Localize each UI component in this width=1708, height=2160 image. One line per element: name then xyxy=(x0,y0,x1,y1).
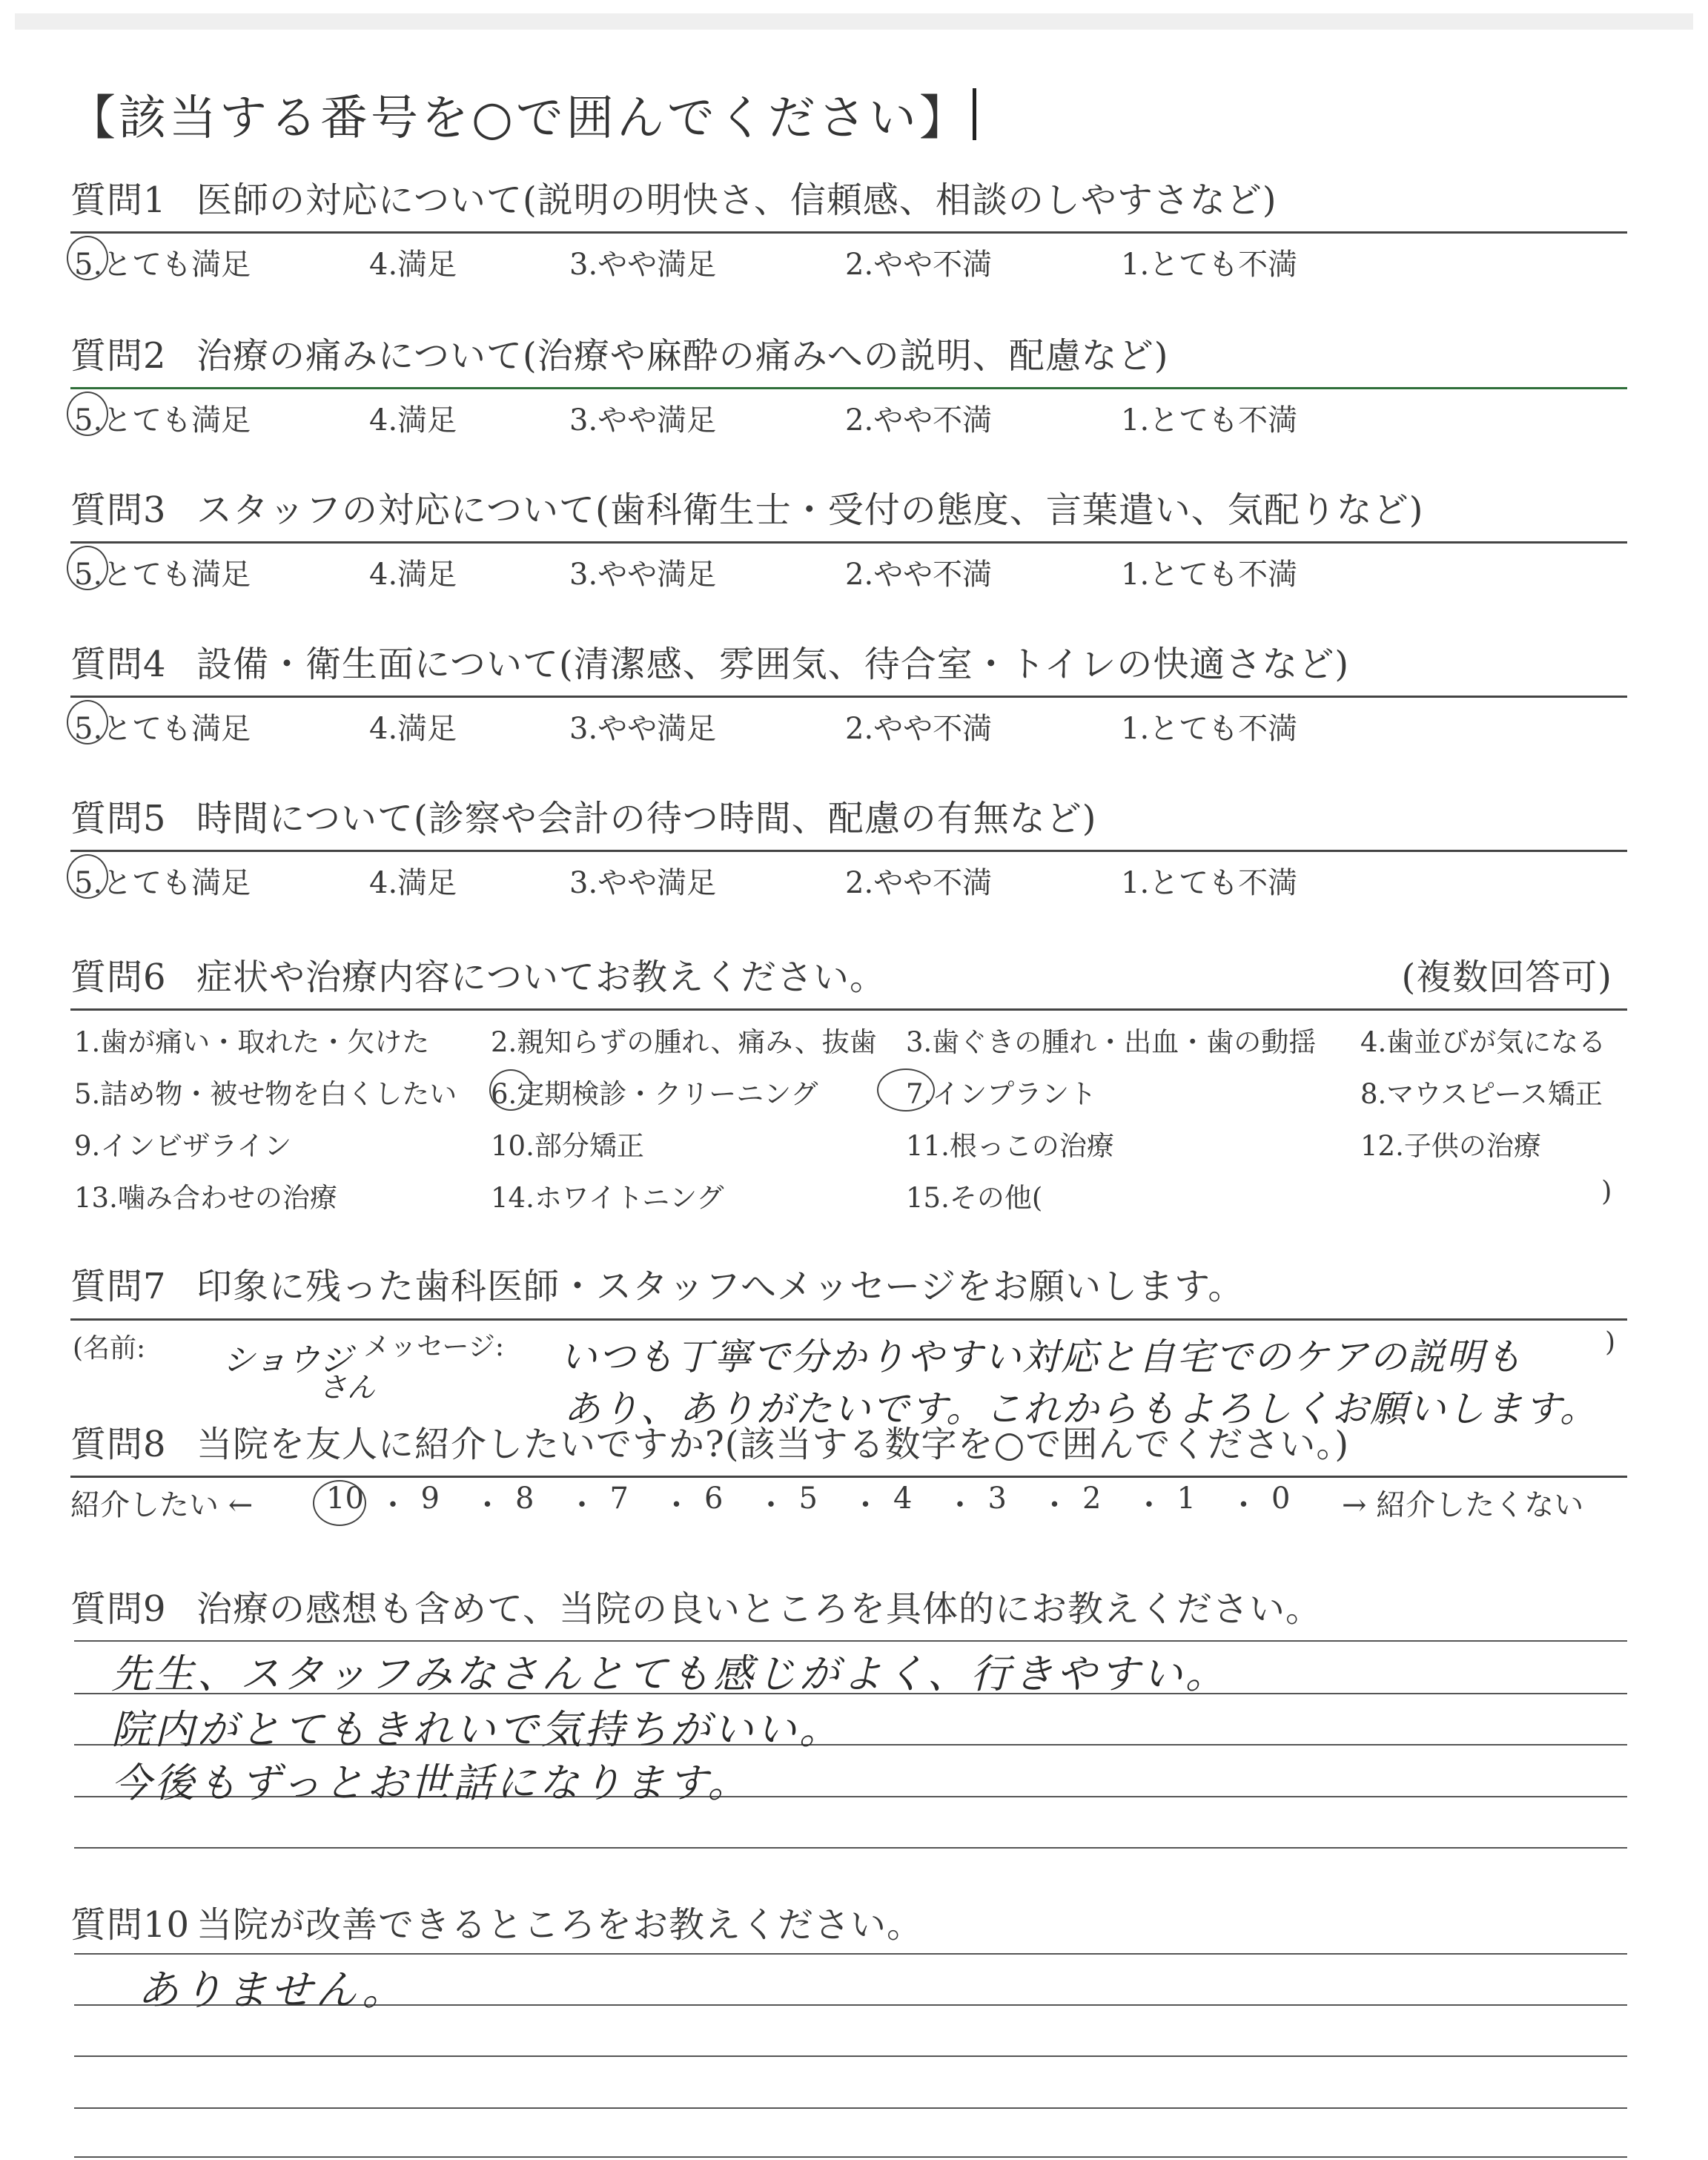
name-handwritten: ショウジ xyxy=(222,1341,353,1379)
selected-circle-1 xyxy=(67,236,108,280)
answer-line xyxy=(74,2055,1627,2057)
question-7-rule xyxy=(70,1318,1627,1321)
question-9-text: 治療の感想も含めて、当院の良いところを具体的にお教えください。 xyxy=(196,1588,1323,1630)
answer-line xyxy=(74,2107,1627,2109)
question-3-header xyxy=(70,488,1627,532)
symptom-option-8[interactable]: 8.マウスピース矯正 xyxy=(1360,1078,1603,1110)
rating-option-5[interactable]: 5.とても満足 xyxy=(74,712,251,746)
scale-dot: ・ xyxy=(661,1488,692,1522)
question-4-rule xyxy=(70,696,1627,698)
question-1-rule xyxy=(70,231,1627,234)
symptom-option-1[interactable]: 1.歯が痛い・取れた・欠けた xyxy=(74,1026,430,1058)
symptom-option-2[interactable]: 2.親知らずの腫れ、痛み、抜歯 xyxy=(491,1026,877,1058)
symptom-option-6[interactable]: 6.定期検診・クリーニング xyxy=(491,1078,818,1110)
question-6 xyxy=(70,955,1627,1000)
rating-option-4[interactable]: 4.満足 xyxy=(369,248,457,282)
question-8-text: 当院を友人に紹介したいですか?(該当する数字を○で囲んでください。) xyxy=(196,1424,1350,1465)
question-2 xyxy=(70,334,1627,378)
question-8-header xyxy=(70,1422,1627,1467)
question-10 xyxy=(70,1903,1627,1947)
rating-option-2[interactable]: 2.やや不満 xyxy=(845,403,993,437)
rating-option-3[interactable]: 3.やや満足 xyxy=(569,866,717,900)
question-6-rule xyxy=(70,1008,1627,1011)
question-1-number: 質問1 xyxy=(70,179,167,221)
question-2-text: 治療の痛みについて(治療や麻酔の痛みへの説明、配慮など) xyxy=(196,335,1169,377)
symptom-option-15[interactable]: 15.その他( xyxy=(906,1182,1043,1214)
question-5 xyxy=(70,796,1627,841)
symptom-option-3[interactable]: 3.歯ぐきの腫れ・出血・歯の動揺 xyxy=(906,1026,1317,1058)
symptom-option-14[interactable]: 14.ホワイトニング xyxy=(491,1182,724,1214)
scale-value-7[interactable]: 7 xyxy=(609,1482,629,1516)
symptom-option-12[interactable]: 12.子供の治療 xyxy=(1360,1130,1541,1162)
name-suffix-handwritten: さん xyxy=(319,1371,376,1404)
question-3-rule xyxy=(70,541,1627,544)
symptom-option-10[interactable]: 10.部分矯正 xyxy=(491,1130,644,1162)
selected-circle-10 xyxy=(313,1480,366,1526)
rating-option-2[interactable]: 2.やや不満 xyxy=(845,558,993,592)
selected-circle-4 xyxy=(67,700,108,744)
question-4-header xyxy=(70,642,1627,687)
question-4-text: 設備・衛生面について(清潔感、雰囲気、待合室・トイレの快適さなど) xyxy=(196,644,1350,685)
rating-option-5[interactable]: 5.とても満足 xyxy=(74,248,251,282)
question-1 xyxy=(70,178,1627,222)
rating-option-1[interactable]: 1.とても不満 xyxy=(1121,712,1298,746)
symptom-option-5[interactable]: 5.詰め物・被せ物を白くしたい xyxy=(74,1078,457,1110)
scale-right-label: → 紹介したくない xyxy=(1342,1488,1584,1522)
scale-value-5[interactable]: 5 xyxy=(798,1482,818,1516)
scale-value-4[interactable]: 4 xyxy=(893,1482,913,1516)
scale-value-6[interactable]: 6 xyxy=(704,1482,724,1516)
rating-option-2[interactable]: 2.やや不満 xyxy=(845,248,993,282)
rating-option-5[interactable]: 5.とても満足 xyxy=(74,403,251,437)
q9-answer-line-2: 院内がとてもきれいで気持ちがいい。 xyxy=(111,1706,842,1753)
question-6-number: 質問6 xyxy=(70,957,167,998)
scale-value-8[interactable]: 8 xyxy=(515,1482,534,1516)
message-label: メッセージ: xyxy=(363,1332,504,1362)
scale-dot: ・ xyxy=(567,1488,597,1522)
scan-top-edge xyxy=(15,13,1693,30)
rating-option-4[interactable]: 4.満足 xyxy=(369,866,457,900)
answer-line xyxy=(74,2156,1627,2158)
scale-value-10[interactable]: 10 xyxy=(326,1482,364,1516)
q9-answer-line-1: 先生、スタッフみなさんとても感じがよく、行きやすい。 xyxy=(111,1651,1228,1697)
selected-circle-3 xyxy=(67,546,108,590)
question-7-text: 印象に残った歯科医師・スタッフへメッセージをお願いします。 xyxy=(196,1266,1245,1307)
scale-dot: ・ xyxy=(756,1488,786,1522)
selected-circle-6 xyxy=(489,1069,532,1111)
selected-circle-7 xyxy=(877,1069,935,1112)
scale-dot: ・ xyxy=(472,1488,503,1522)
question-4 xyxy=(70,642,1627,687)
q9-answer-line-3: 今後もずっとお世話になります。 xyxy=(111,1760,751,1806)
rating-option-5[interactable]: 5.とても満足 xyxy=(74,558,251,592)
scale-dot: ・ xyxy=(1134,1488,1164,1522)
question-9-number: 質問9 xyxy=(70,1588,167,1630)
rating-option-3[interactable]: 3.やや満足 xyxy=(569,403,717,437)
question-5-number: 質問5 xyxy=(70,798,167,839)
name-label: (名前: xyxy=(73,1333,146,1364)
rating-option-1[interactable]: 1.とても不満 xyxy=(1121,248,1298,282)
scale-value-0[interactable]: 0 xyxy=(1271,1482,1291,1516)
question-6-text: 症状や治療内容についてお教えください。 xyxy=(196,957,887,998)
rating-option-3[interactable]: 3.やや満足 xyxy=(569,712,717,746)
scale-left-label: 紹介したい ← xyxy=(70,1488,254,1522)
question-6-header xyxy=(70,955,1627,1000)
rating-option-5[interactable]: 5.とても満足 xyxy=(74,866,251,900)
question-7-number: 質問7 xyxy=(70,1266,167,1307)
text-cursor xyxy=(973,88,976,140)
question-5-text: 時間について(診察や会計の待つ時間、配慮の有無など) xyxy=(196,798,1097,839)
symptom-option-4[interactable]: 4.歯並びが気になる xyxy=(1360,1026,1606,1058)
other-close-paren: ) xyxy=(1601,1175,1612,1207)
question-8-number: 質問8 xyxy=(70,1424,167,1465)
scale-value-9[interactable]: 9 xyxy=(420,1482,440,1516)
symptom-option-13[interactable]: 13.噛み合わせの治療 xyxy=(74,1182,337,1214)
rating-option-1[interactable]: 1.とても不満 xyxy=(1121,558,1298,592)
rating-option-2[interactable]: 2.やや不満 xyxy=(845,866,993,900)
rating-option-3[interactable]: 3.やや満足 xyxy=(569,558,717,592)
scale-dot: ・ xyxy=(1039,1488,1070,1522)
scale-value-2[interactable]: 2 xyxy=(1082,1482,1102,1516)
question-2-number: 質問2 xyxy=(70,335,167,377)
question-10-header xyxy=(70,1903,1627,1947)
scale-dot: ・ xyxy=(378,1488,408,1522)
symptom-option-7[interactable]: 7.インプラント xyxy=(906,1078,1097,1110)
question-3 xyxy=(70,488,1627,532)
selected-circle-5 xyxy=(67,854,108,899)
message-handwritten-line-1: いつも丁寧で分かりやすい対応と自宅でのケアの説明も xyxy=(560,1335,1523,1378)
scale-value-1[interactable]: 1 xyxy=(1176,1482,1196,1516)
scale-dot: ・ xyxy=(850,1488,881,1522)
question-1-header xyxy=(70,178,1627,222)
question-7-header xyxy=(70,1264,1627,1309)
question-3-text: スタッフの対応について(歯科衛生士・受付の態度、言葉遣い、気配りなど) xyxy=(196,489,1424,531)
symptom-option-11[interactable]: 11.根っこの治療 xyxy=(906,1130,1114,1162)
question-9-header xyxy=(70,1587,1627,1631)
q10-answer: ありません。 xyxy=(137,1966,407,2015)
answer-line xyxy=(74,1847,1627,1849)
rating-option-4[interactable]: 4.満足 xyxy=(369,712,457,746)
rating-option-1[interactable]: 1.とても不満 xyxy=(1121,403,1298,437)
answer-line xyxy=(74,1953,1627,1955)
question-6-note: (複数回答可) xyxy=(1401,957,1612,998)
message-close-paren: ) xyxy=(1605,1327,1616,1358)
page-title: 【該当する番号を○で囲んでください】 xyxy=(68,80,976,148)
answer-line xyxy=(74,1640,1627,1642)
question-4-number: 質問4 xyxy=(70,644,167,685)
selected-circle-2 xyxy=(67,392,108,436)
scale-dot: ・ xyxy=(945,1488,975,1522)
rating-option-3[interactable]: 3.やや満足 xyxy=(569,248,717,282)
scale-value-3[interactable]: 3 xyxy=(987,1482,1007,1516)
question-10-text: 当院が改善できるところをお教えください。 xyxy=(196,1904,924,1946)
question-10-number: 質問10 xyxy=(70,1904,191,1946)
rating-option-2[interactable]: 2.やや不満 xyxy=(845,712,993,746)
message-handwritten-line-2: あり、ありがたいです。これからもよろしくお願いします。 xyxy=(563,1387,1598,1430)
question-2-rule xyxy=(70,387,1627,389)
question-1-text: 医師の対応について(説明の明快さ、信頼感、相談のしやすさなど) xyxy=(196,179,1277,221)
scale-dot: ・ xyxy=(1228,1488,1259,1522)
question-5-rule xyxy=(70,850,1627,852)
question-7 xyxy=(70,1264,1627,1309)
question-2-header xyxy=(70,334,1627,378)
rating-option-4[interactable]: 4.満足 xyxy=(369,403,457,437)
question-8-rule xyxy=(70,1476,1627,1478)
question-3-number: 質問3 xyxy=(70,489,167,531)
question-8 xyxy=(70,1422,1627,1467)
rating-option-4[interactable]: 4.満足 xyxy=(369,558,457,592)
question-9 xyxy=(70,1587,1627,1631)
rating-option-1[interactable]: 1.とても不満 xyxy=(1121,866,1298,900)
question-5-header xyxy=(70,796,1627,841)
symptom-option-9[interactable]: 9.インビザライン xyxy=(74,1130,292,1162)
